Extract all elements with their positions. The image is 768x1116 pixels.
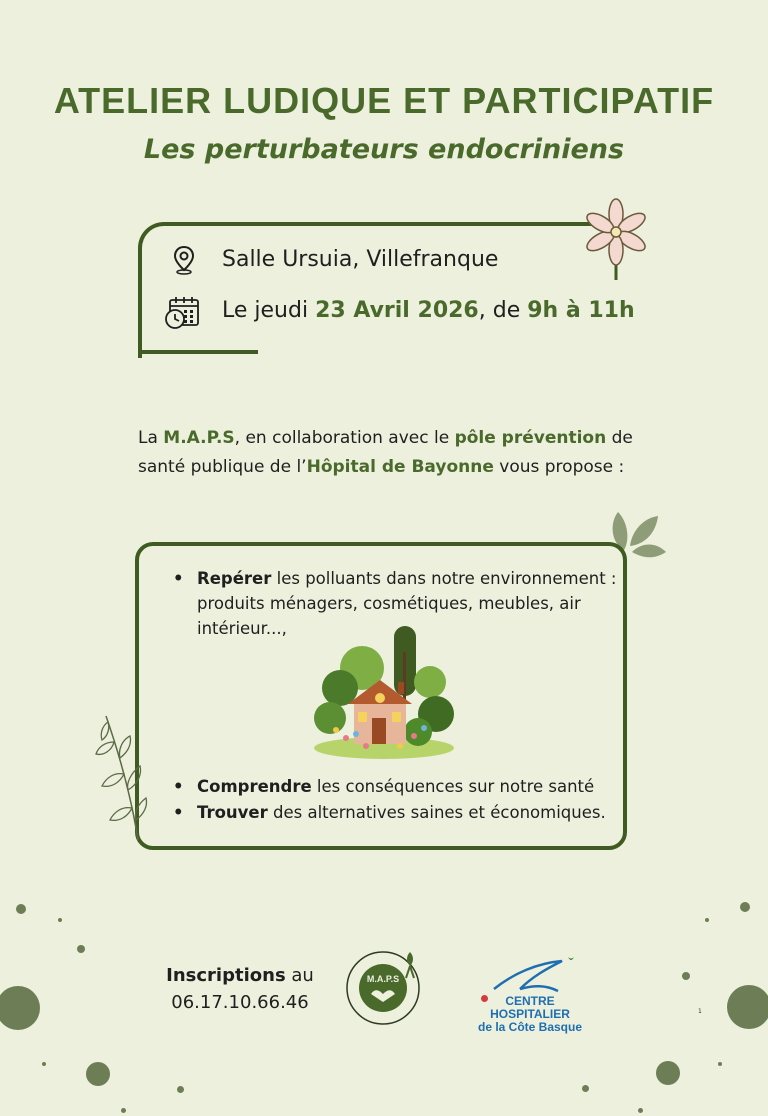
decor-dot [727, 985, 768, 1029]
decor-dot [656, 1061, 680, 1085]
bullet-item-trouver: • Trouver des alternatives saines et économiques. [173, 803, 606, 822]
inscriptions-label: Inscriptions au [166, 965, 314, 986]
decor-dot [86, 1062, 110, 1086]
page-number: 1 [698, 1008, 702, 1015]
phone-number: 06.17.10.66.46 [171, 992, 309, 1013]
decor-dot [582, 1085, 589, 1092]
decor-dot [705, 918, 709, 922]
map-pin-icon [172, 245, 196, 275]
maps-name: M.A.P.S [163, 428, 235, 448]
decor-dot [42, 1062, 46, 1066]
decor-dot [0, 986, 40, 1030]
decor-dot [177, 1086, 184, 1093]
event-date: Le jeudi 23 Avril 2026, de 9h à 11h [222, 298, 635, 323]
heart-icon [481, 995, 488, 1002]
decor-dot [740, 902, 750, 912]
decor-dot [58, 918, 62, 922]
house-illustration-icon [310, 622, 458, 762]
hospital-logo-text: CENTRE HOSPITALIER de la Côte Basque [477, 994, 583, 1034]
info-frame-bottom [138, 350, 258, 354]
decor-dot [121, 1108, 126, 1113]
event-date-highlight: 23 Avril 2026 [315, 298, 479, 323]
decor-dot [16, 904, 26, 914]
decor-dot [718, 1062, 722, 1066]
decor-dot [638, 1108, 643, 1113]
pole-prevention: pôle prévention [454, 428, 607, 448]
maps-logo-text: M.A.P.S [366, 974, 400, 984]
maps-logo-icon [344, 948, 424, 1028]
info-frame [138, 222, 612, 358]
decor-dot [77, 945, 85, 953]
calendar-clock-icon [164, 296, 200, 330]
page-subtitle: Les perturbateurs endocriniens [143, 134, 625, 165]
hospital-name: Hôpital de Bayonne [306, 457, 494, 477]
bullet-item-comprendre: • Comprendre les conséquences sur notre santé [173, 777, 595, 796]
branch-decoration-icon [92, 712, 156, 842]
hospital-bird-icon [490, 955, 580, 995]
bullet-item-reperer: • Repérer les polluants dans notre environnement : produits ménagers, cosmétiques, meubles, air intérieur..., [173, 569, 617, 638]
event-time-highlight: 9h à 11h [527, 298, 635, 323]
event-location: Salle Ursuia, Villefranque [222, 247, 499, 272]
page-title: ATELIER LUDIQUE ET PARTICIPATIF [53, 80, 715, 121]
flower-decoration-icon [574, 196, 650, 282]
decor-dot [682, 972, 690, 980]
intro-paragraph: La M.A.P.S, en collaboration avec le pôle prévention de santé publique de l’Hôpital de Bayonne vous propose : [138, 428, 633, 477]
